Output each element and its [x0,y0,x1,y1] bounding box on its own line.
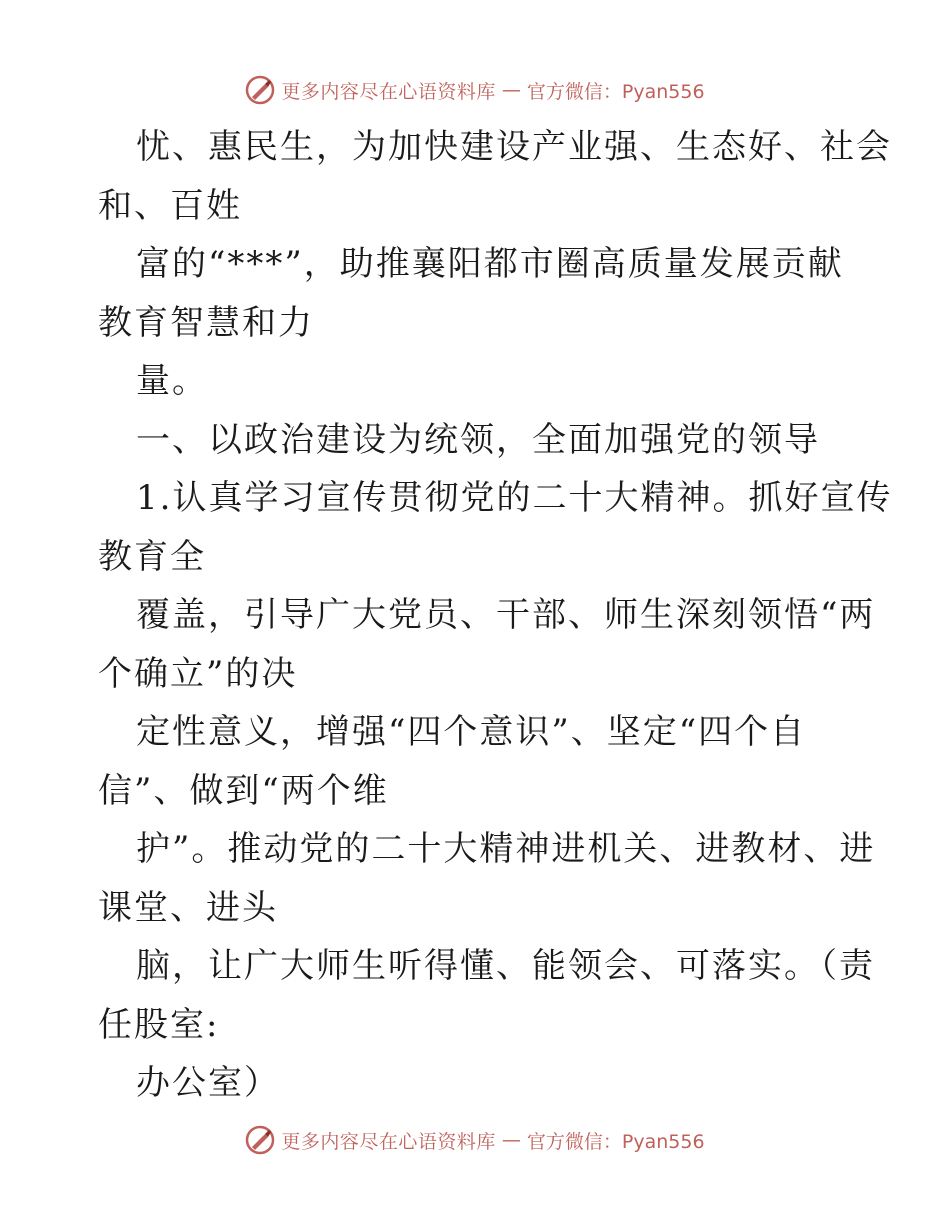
body-line: 和、百姓 [98,185,242,226]
body-line: 教育智慧和力 [98,302,314,343]
header-watermark [0,72,950,108]
body-line: 1.认真学习宣传贯彻党的二十大精神。抓好宣传 [136,478,893,518]
body-line: 脑，让广大师生听得懂、能领会、可落实。（责 [136,946,875,986]
body-line: 量。 [136,361,208,401]
quill-logo-icon [245,75,275,105]
body-line: 覆盖，引导广大党员、干部、师生深刻领悟“两 [136,595,876,635]
body-line: 信”、做到“两个维 [98,770,389,811]
body-line: 教育全 [98,536,206,577]
section-heading: 一、以政治建设为统领，全面加强党的领导 [136,419,820,460]
watermark-separator: — [501,1129,521,1151]
quill-logo-icon [245,1125,275,1155]
watermark-site-text: 更多内容尽在心语资料库 [281,1130,496,1153]
footer-watermark [0,1122,950,1158]
body-line: 富的“***”，助推襄阳都市圈高质量发展贡献 [136,244,844,284]
body-line: 个确立”的决 [98,653,298,694]
body-line: 办公室） [136,1063,280,1103]
document-body [98,118,893,1113]
watermark-contact-text: 官方微信：Pyan556 [526,80,705,103]
body-line: 忧、惠民生，为加快建设产业强、生态好、社会 [136,127,892,167]
body-line: 课堂、进头 [98,887,278,928]
body-line: 定性意义，增强“四个意识”、坚定“四个自 [136,712,807,752]
watermark-contact-text: 官方微信：Pyan556 [526,1130,705,1153]
watermark-site-text: 更多内容尽在心语资料库 [281,80,496,103]
watermark-separator: — [501,79,521,101]
body-line: 护”。推动党的二十大精神进机关、进教材、进 [136,829,876,869]
body-line: 任股室: [98,1004,220,1045]
